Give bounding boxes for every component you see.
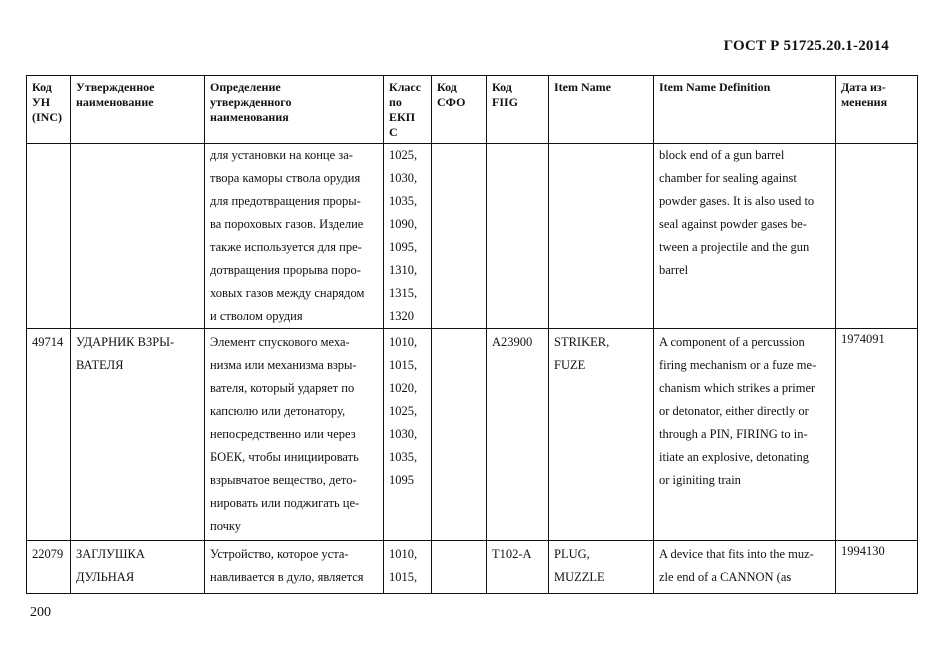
item-definition-cell (654, 144, 836, 329)
header-inc (27, 76, 71, 144)
cell-text-line: or iginiting train (659, 473, 741, 487)
cell-text-line: STRIKER, (554, 335, 610, 349)
cell-text-line: для установки на конце за- (210, 148, 353, 162)
cell-text-line: firing mechanism or a fuze me- (659, 358, 817, 372)
cell-text-line: MUZZLE (554, 570, 605, 584)
header-line: по (389, 95, 402, 109)
date-cell (836, 541, 918, 594)
cell-text-line: A component of a percussion (659, 335, 805, 349)
header-line: Код (492, 80, 512, 94)
cell-text-line: для предотвращения проры- (210, 194, 361, 208)
inc-cell (27, 144, 71, 329)
header-class (384, 76, 432, 144)
cell-text-line: 1974091 (841, 332, 885, 346)
cell-text-line: A device that fits into the muz- (659, 547, 814, 561)
cell-text-line: твора каморы ствола орудия (210, 171, 361, 185)
cell-text-line: block end of a gun barrel (659, 148, 785, 162)
cell-text-line: и стволом орудия (210, 309, 303, 323)
table-row (27, 541, 918, 594)
fiig-cell (487, 541, 549, 594)
cell-text-line: ховых газов между снарядом (210, 286, 365, 300)
cell-text-line: or detonator, either directly or (659, 404, 809, 418)
cell-text-line: 1030, (389, 427, 418, 441)
data-table (26, 75, 918, 594)
header-fiig (487, 76, 549, 144)
cell-text-line: FUZE (554, 358, 586, 372)
item-definition-cell (654, 329, 836, 541)
cell-text-line: T102-A (492, 547, 532, 561)
fiig-cell (487, 329, 549, 541)
class-cell (384, 329, 432, 541)
header-date (836, 76, 918, 144)
cell-text-line: powder gases. It is also used to (659, 194, 815, 208)
header-line: утвержденного (210, 95, 292, 109)
cell-text-line: zle end of a CANNON (as (659, 570, 792, 584)
header-line: менения (841, 95, 888, 109)
sfo-cell (432, 329, 487, 541)
cell-text-line: barrel (659, 263, 689, 277)
header-item-definition (654, 76, 836, 144)
header-line: Утвержденное (76, 80, 155, 94)
cell-text-line: 1015, (389, 358, 418, 372)
class-cell (384, 541, 432, 594)
cell-text-line: нировать или поджигать це- (210, 496, 360, 510)
definition-cell (205, 541, 384, 594)
fiig-cell (487, 144, 549, 329)
inc-cell (27, 541, 71, 594)
cell-text-line: УДАРНИК ВЗРЫ- (76, 335, 175, 349)
cell-text-line: 49714 (32, 335, 64, 349)
cell-text-line: 1025, (389, 148, 418, 162)
cell-text-line: капсюлю или детонатору, (210, 404, 346, 418)
cell-text-line: непосредственно или через (210, 427, 356, 441)
cell-text-line: 1035, (389, 194, 418, 208)
header-line: Item Name (554, 80, 611, 94)
header-line: Класс (389, 80, 422, 94)
page-number: 200 (30, 605, 51, 620)
cell-text-line: 1315, (389, 286, 418, 300)
header-line: Код (437, 80, 457, 94)
name-cell (71, 541, 205, 594)
cell-text-line: itiate an explosive, detonating (659, 450, 809, 464)
cell-text-line: 22079 (32, 547, 64, 561)
cell-text-line: 1320 (389, 309, 414, 323)
cell-text-line: 1010, (389, 335, 418, 349)
cell-text-line: chanism which strikes a primer (659, 381, 816, 395)
header-line: Дата из- (841, 80, 886, 94)
table-row (27, 329, 918, 541)
cell-text-line: 1030, (389, 171, 418, 185)
class-cell (384, 144, 432, 329)
header-line: Определение (210, 80, 281, 94)
cell-text-line: также используется для пре- (210, 240, 362, 254)
header-line: ЕКП (389, 110, 416, 124)
sfo-cell (432, 541, 487, 594)
cell-text-line: 1025, (389, 404, 418, 418)
item-name-cell (549, 144, 654, 329)
header-line: Код (32, 80, 52, 94)
cell-text-line: 1095 (389, 473, 414, 487)
definition-cell (205, 329, 384, 541)
cell-text-line: 1015, (389, 570, 418, 584)
cell-text-line: 1095, (389, 240, 418, 254)
cell-text-line: 1035, (389, 450, 418, 464)
date-cell (836, 329, 918, 541)
cell-text-line: 1310, (389, 263, 418, 277)
cell-text-line: seal against powder gases be- (659, 217, 807, 231)
header-line: СФО (437, 95, 466, 109)
header-name (71, 76, 205, 144)
cell-text-line: 1090, (389, 217, 418, 231)
header-line: Item Name Definition (659, 80, 771, 94)
cell-text-line: PLUG, (554, 547, 590, 561)
header-row (27, 76, 918, 144)
header-line: FIIG (492, 95, 519, 109)
name-cell (71, 329, 205, 541)
cell-text-line: БОЕК, чтобы инициировать (210, 450, 359, 464)
cell-text-line: Устройство, которое уста- (210, 547, 349, 561)
definition-cell (205, 144, 384, 329)
cell-text-line: tween a projectile and the gun (659, 240, 810, 254)
cell-text-line: ЗАГЛУШКА (76, 547, 145, 561)
cell-text-line: 1994130 (841, 544, 885, 558)
cell-text-line: ВАТЕЛЯ (76, 358, 124, 372)
cell-text-line: 1020, (389, 381, 418, 395)
cell-text-line: ва пороховых газов. Изделие (210, 217, 364, 231)
item-name-cell (549, 541, 654, 594)
cell-text-line: дотвращения прорыва поро- (210, 263, 361, 277)
table-row (27, 144, 918, 329)
name-cell (71, 144, 205, 329)
item-name-cell (549, 329, 654, 541)
cell-text-line: chamber for sealing against (659, 171, 797, 185)
cell-text-line: навливается в дуло, является (210, 570, 364, 584)
cell-text-line: ДУЛЬНАЯ (76, 570, 135, 584)
header-line: наименования (210, 110, 289, 124)
date-cell (836, 144, 918, 329)
sfo-cell (432, 144, 487, 329)
inc-cell (27, 329, 71, 541)
cell-text-line: вателя, который ударяет по (210, 381, 355, 395)
header-item-name (549, 76, 654, 144)
header-definition (205, 76, 384, 144)
header-line: С (389, 125, 398, 139)
cell-text-line: низма или механизма взры- (210, 358, 357, 372)
cell-text-line: 1010, (389, 547, 418, 561)
cell-text-line: Элемент спускового меха- (210, 335, 350, 349)
standard-number: ГОСТ Р 51725.20.1-2014 (723, 38, 889, 54)
header-sfo (432, 76, 487, 144)
cell-text-line: почку (210, 519, 242, 533)
cell-text-line: взрывчатое вещество, дето- (210, 473, 357, 487)
header-line: наименование (76, 95, 154, 109)
header-line: (INC) (32, 110, 62, 124)
header-line: УН (32, 95, 51, 109)
cell-text-line: A23900 (492, 335, 533, 349)
cell-text-line: through a PIN, FIRING to in- (659, 427, 808, 441)
item-definition-cell (654, 541, 836, 594)
